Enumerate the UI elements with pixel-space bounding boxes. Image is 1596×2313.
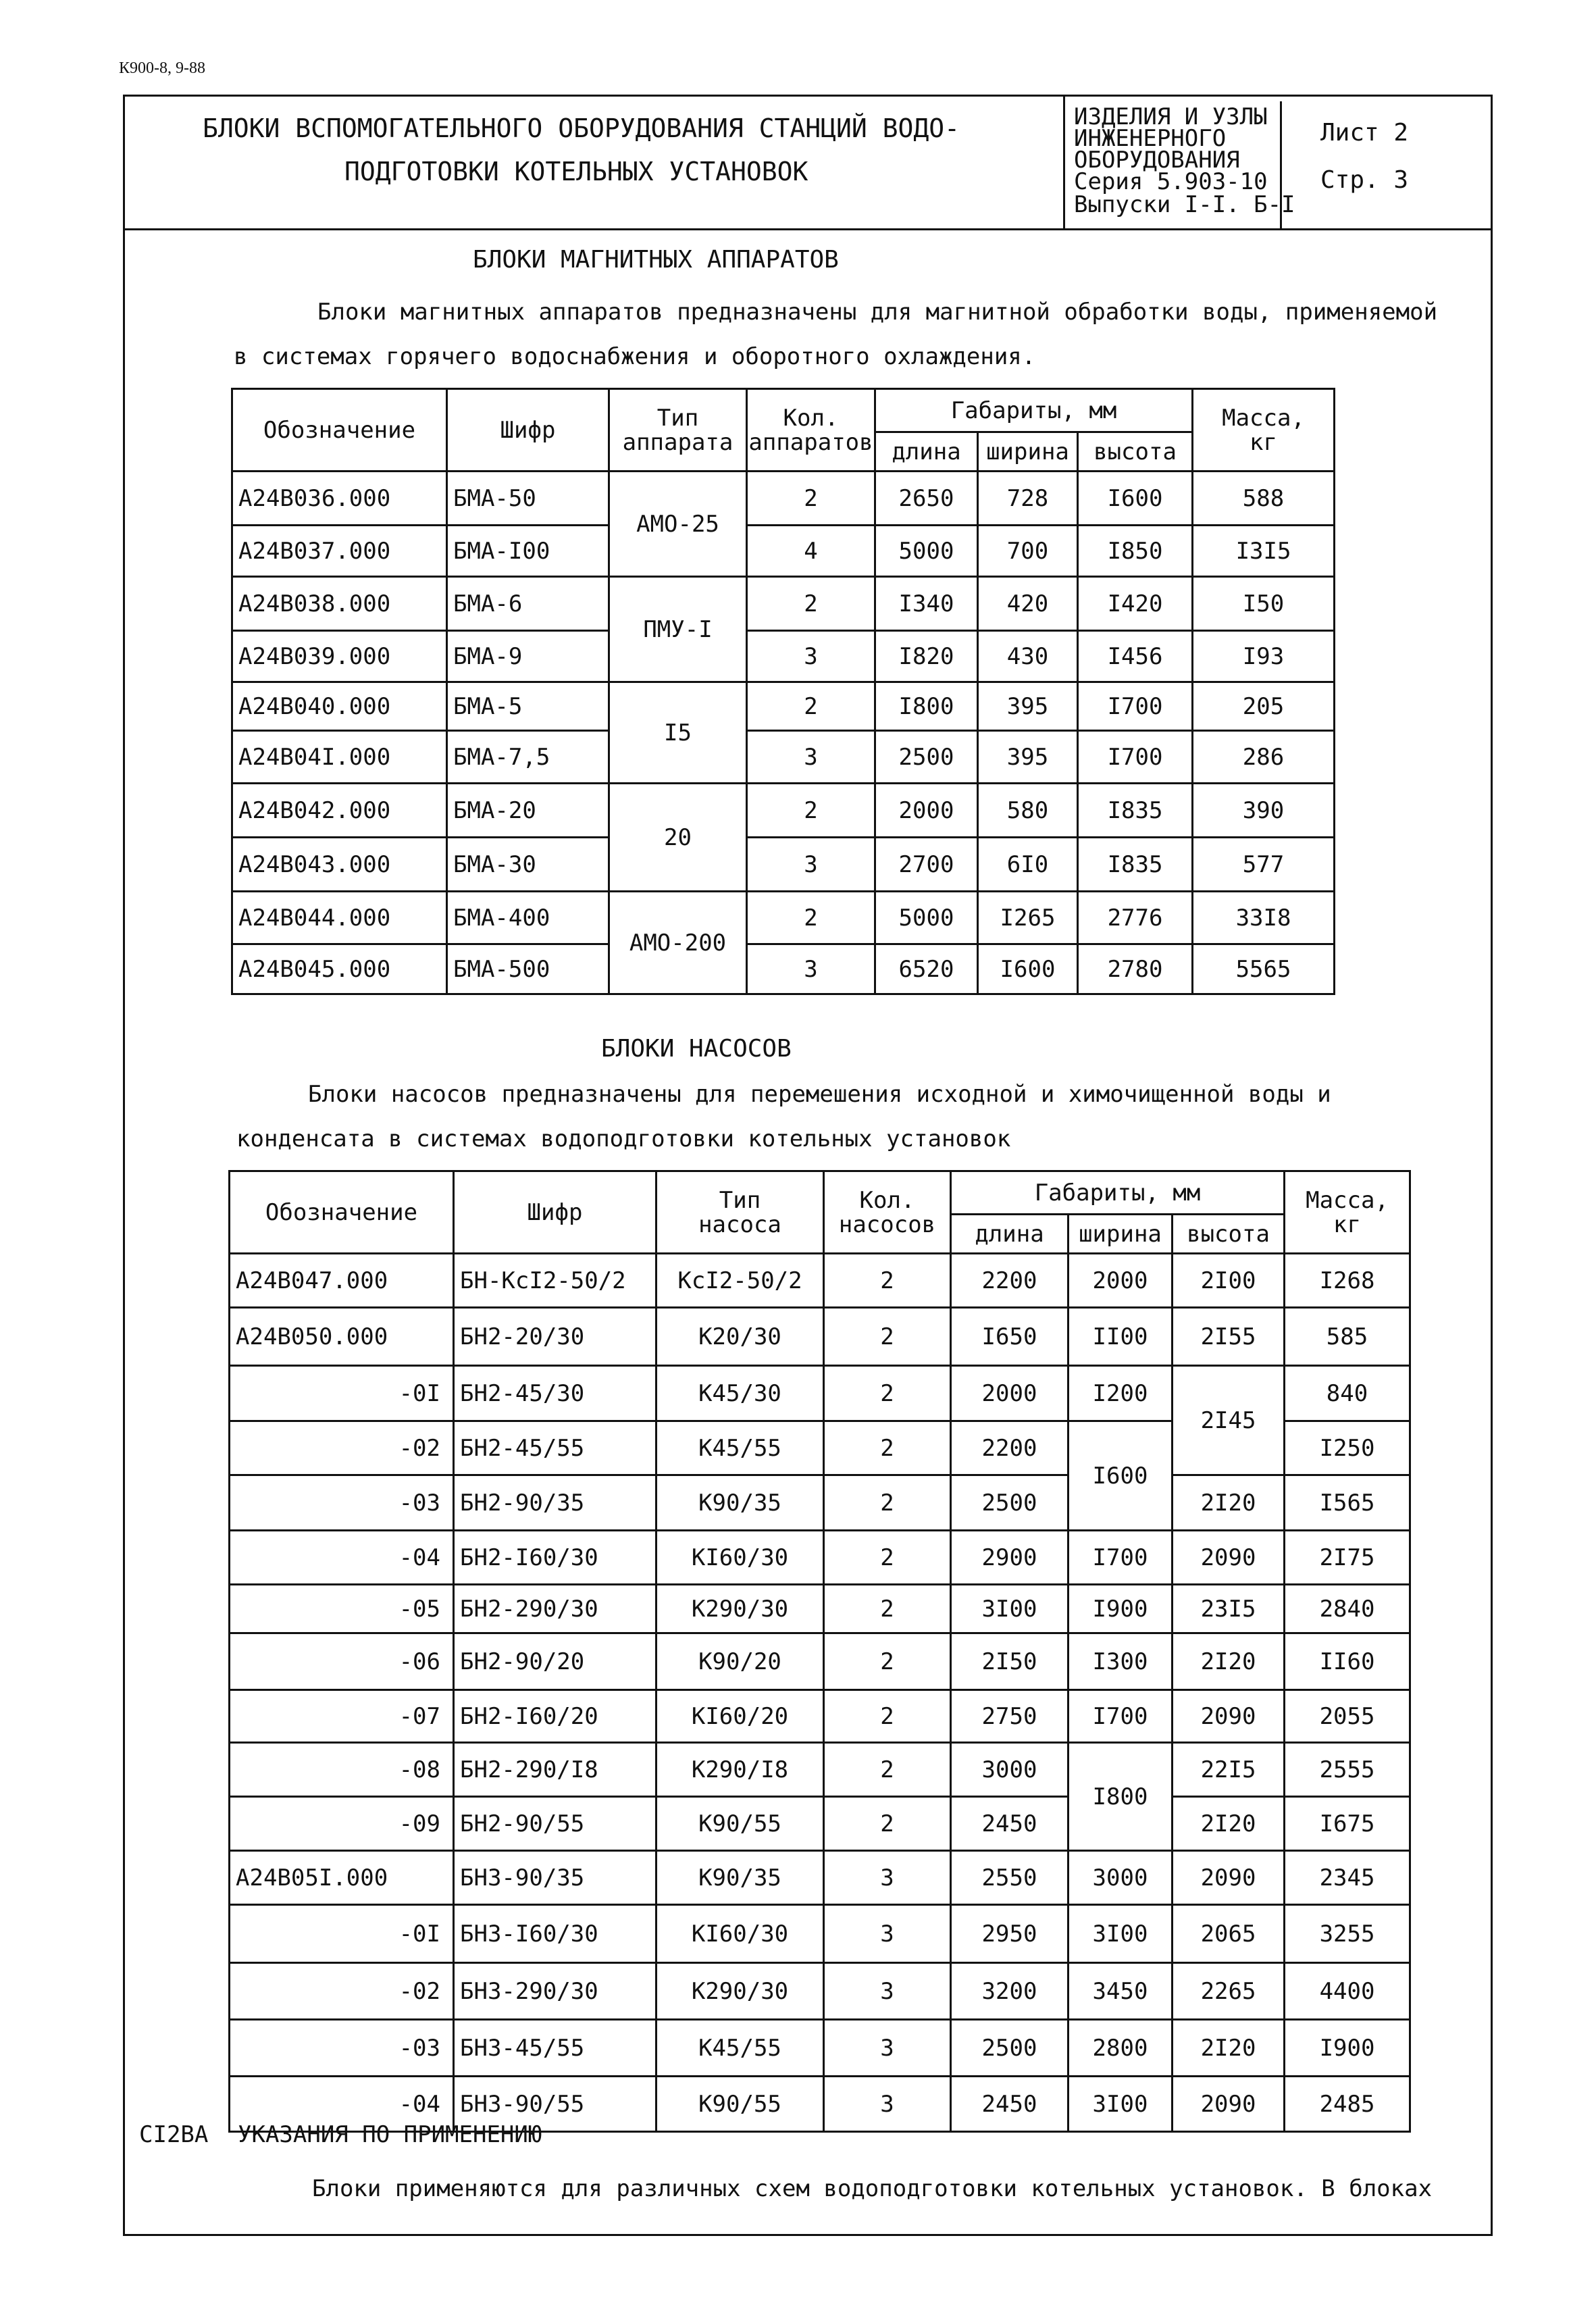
- pumps-cell-code: БН2-45/30: [454, 1366, 657, 1421]
- magnetic-header-count: [747, 389, 875, 472]
- magnetic-header-height: высота: [1078, 432, 1193, 472]
- magnetic-cell-length: 2650: [875, 472, 978, 526]
- pumps-cell-length: 3000: [951, 1743, 1069, 1797]
- pumps-row: [230, 1851, 1410, 1905]
- magnetic-cell-length: I800: [875, 682, 978, 731]
- magnetic-cell-width: I600: [978, 944, 1078, 994]
- magnetic-cell-length: 5000: [875, 526, 978, 577]
- pumps-cell-code: БН2-45/55: [454, 1421, 657, 1475]
- pumps-cell-width: 2000: [1069, 1254, 1173, 1308]
- pumps-cell-type: К45/30: [657, 1366, 824, 1421]
- pumps-cell-designation: -02: [230, 1421, 454, 1475]
- header-divider-v1: [1063, 95, 1065, 228]
- pumps-cell-mass: 2345: [1285, 1851, 1410, 1905]
- pumps-cell-count: 2: [824, 1475, 951, 1531]
- pumps-cell-width: I800: [1069, 1743, 1173, 1851]
- magnetic-row: [232, 731, 1335, 784]
- pumps-cell-designation: -03: [230, 1475, 454, 1531]
- magnetic-cell-count: 4: [747, 526, 875, 577]
- magnetic-header-count-l2: аппаратов: [748, 428, 873, 456]
- pumps-cell-count: 3: [824, 2077, 951, 2132]
- pumps-header-height: высота: [1173, 1215, 1285, 1254]
- magnetic-cell-code: БМА-6: [447, 577, 609, 631]
- magnetic-cell-length: 6520: [875, 944, 978, 994]
- pumps-cell-designation: -07: [230, 1690, 454, 1743]
- pumps-cell-length: 2950: [951, 1905, 1069, 1963]
- pumps-cell-code: БН2-90/20: [454, 1633, 657, 1690]
- pumps-row: [230, 1743, 1410, 1797]
- pumps-cell-length: 2550: [951, 1851, 1069, 1905]
- pumps-cell-mass: I565: [1285, 1475, 1410, 1531]
- pumps-cell-code: БН-КсI2-50/2: [454, 1254, 657, 1308]
- magnetic-cell-designation: А24В039.000: [232, 631, 447, 682]
- pumps-header-mass-l1: Масса,: [1306, 1186, 1389, 1214]
- pumps-header-count: [824, 1171, 951, 1254]
- pumps-cell-type: К90/55: [657, 2077, 824, 2132]
- pumps-cell-count: 2: [824, 1743, 951, 1797]
- magnetic-cell-height: I420: [1078, 577, 1193, 631]
- pumps-cell-width: I300: [1069, 1633, 1173, 1690]
- magnetic-cell-width: 395: [978, 682, 1078, 731]
- pumps-cell-mass: 2555: [1285, 1743, 1410, 1797]
- pumps-cell-length: I650: [951, 1308, 1069, 1366]
- magnetic-cell-length: 2500: [875, 731, 978, 784]
- magnetic-header-type: [609, 389, 747, 472]
- pumps-table: [228, 1170, 1411, 2133]
- footer-heading: УКАЗАНИЯ ПО ПРИМЕНЕНИЮ: [238, 2121, 542, 2148]
- magnetic-cell-height: 2776: [1078, 892, 1193, 944]
- magnetic-cell-height: I850: [1078, 526, 1193, 577]
- pumps-header-dims: Габариты, мм: [951, 1171, 1285, 1215]
- pumps-cell-count: 3: [824, 1963, 951, 2020]
- pumps-cell-height: 2265: [1173, 1963, 1285, 2020]
- magnetic-cell-mass: I50: [1193, 577, 1335, 631]
- pumps-cell-width: I700: [1069, 1690, 1173, 1743]
- magnetic-header-type-l1: Тип: [657, 404, 699, 432]
- pumps-header-designation: Обозначение: [230, 1171, 454, 1254]
- magnetic-cell-height: I835: [1078, 784, 1193, 838]
- magnetic-header-designation: Обозначение: [232, 389, 447, 472]
- pumps-heading: БЛОКИ НАСОСОВ: [601, 1035, 792, 1063]
- magnetic-header-type-l2: аппарата: [622, 428, 733, 456]
- pumps-cell-designation: -06: [230, 1633, 454, 1690]
- pumps-row: [230, 1690, 1410, 1743]
- pumps-cell-height: 23I5: [1173, 1585, 1285, 1633]
- pumps-header-type-l1: Тип: [719, 1186, 761, 1214]
- pumps-cell-mass: I250: [1285, 1421, 1410, 1475]
- pumps-cell-width: I600: [1069, 1421, 1173, 1531]
- magnetic-cell-count: 2: [747, 682, 875, 731]
- pumps-cell-count: 2: [824, 1531, 951, 1585]
- magnetic-cell-count: 2: [747, 577, 875, 631]
- magnetic-cell-mass: 286: [1193, 731, 1335, 784]
- pumps-cell-mass: I900: [1285, 2020, 1410, 2077]
- magnetic-cell-code: БМА-7,5: [447, 731, 609, 784]
- pumps-cell-type: К45/55: [657, 1421, 824, 1475]
- pumps-row: [230, 1905, 1410, 1963]
- pumps-row: [230, 1633, 1410, 1690]
- magnetic-cell-designation: А24В04I.000: [232, 731, 447, 784]
- pumps-cell-count: 2: [824, 1690, 951, 1743]
- pumps-header-type: [657, 1171, 824, 1254]
- magnetic-cell-code: БМА-30: [447, 838, 609, 892]
- series-line-4: Серия 5.903-10: [1074, 168, 1268, 195]
- magnetic-cell-length: 2700: [875, 838, 978, 892]
- pumps-cell-width: 2800: [1069, 2020, 1173, 2077]
- footer-mark: CI2BA: [139, 2121, 209, 2148]
- magnetic-cell-width: 420: [978, 577, 1078, 631]
- series-line-2: ИНЖЕНЕРНОГО: [1074, 125, 1227, 152]
- magnetic-cell-width: 430: [978, 631, 1078, 682]
- pumps-cell-designation: -09: [230, 1797, 454, 1851]
- pumps-cell-height: 2I20: [1173, 1475, 1285, 1531]
- magnetic-header-count-l1: Кол.: [783, 404, 839, 432]
- pumps-cell-mass: I268: [1285, 1254, 1410, 1308]
- header-divider: [123, 228, 1493, 230]
- pumps-cell-type: КI60/20: [657, 1690, 824, 1743]
- pumps-cell-width: 3450: [1069, 1963, 1173, 2020]
- pumps-cell-height: 2I55: [1173, 1308, 1285, 1366]
- pumps-cell-type: КсI2-50/2: [657, 1254, 824, 1308]
- pumps-cell-designation: -0I: [230, 1905, 454, 1963]
- magnetic-cell-designation: А24В044.000: [232, 892, 447, 944]
- magnetic-row: [232, 631, 1335, 682]
- pumps-cell-designation: -05: [230, 1585, 454, 1633]
- magnetic-cell-length: 5000: [875, 892, 978, 944]
- magnetic-header-dims: Габариты, мм: [875, 389, 1193, 432]
- pumps-cell-mass: I675: [1285, 1797, 1410, 1851]
- magnetic-row: [232, 892, 1335, 944]
- magnetic-para-line-2: в системах горячего водоснабжения и оборотного охлаждения.: [234, 343, 1036, 370]
- magnetic-cell-mass: 577: [1193, 838, 1335, 892]
- magnetic-cell-count: 2: [747, 784, 875, 838]
- magnetic-cell-type: ПМУ-I: [609, 577, 747, 682]
- pumps-cell-code: БН3-290/30: [454, 1963, 657, 2020]
- pumps-cell-count: 2: [824, 1308, 951, 1366]
- magnetic-row: [232, 944, 1335, 994]
- pumps-cell-length: 2200: [951, 1421, 1069, 1475]
- magnetic-header-length: длина: [875, 432, 978, 472]
- pumps-cell-height: 2090: [1173, 1531, 1285, 1585]
- magnetic-cell-mass: 588: [1193, 472, 1335, 526]
- pumps-para-line-2: конденсата в системах водоподготовки котельных установок: [236, 1125, 1011, 1152]
- magnetic-cell-type: АМО-200: [609, 892, 747, 994]
- pumps-cell-designation: -04: [230, 2077, 454, 2132]
- pumps-cell-length: 2I50: [951, 1633, 1069, 1690]
- magnetic-cell-width: 395: [978, 731, 1078, 784]
- pumps-cell-code: БН2-I60/30: [454, 1531, 657, 1585]
- pumps-cell-code: БН3-90/35: [454, 1851, 657, 1905]
- magnetic-row: [232, 682, 1335, 731]
- pumps-cell-type: К290/I8: [657, 1743, 824, 1797]
- pumps-cell-designation: -03: [230, 2020, 454, 2077]
- pumps-cell-type: К45/55: [657, 2020, 824, 2077]
- pumps-cell-length: 2450: [951, 1797, 1069, 1851]
- pumps-table-body: [230, 1254, 1410, 2132]
- pumps-header-mass: [1285, 1171, 1410, 1254]
- magnetic-cell-designation: А24В038.000: [232, 577, 447, 631]
- pumps-cell-mass: 2485: [1285, 2077, 1410, 2132]
- pumps-cell-type: КI60/30: [657, 1531, 824, 1585]
- pumps-header-length: длина: [951, 1215, 1069, 1254]
- magnetic-row: [232, 472, 1335, 526]
- pumps-cell-count: 2: [824, 1797, 951, 1851]
- pumps-cell-code: БН3-90/55: [454, 2077, 657, 2132]
- magnetic-header-mass-l1: Масса,: [1222, 404, 1305, 432]
- magnetic-row: [232, 784, 1335, 838]
- pumps-cell-designation: А24В050.000: [230, 1308, 454, 1366]
- magnetic-cell-height: 2780: [1078, 944, 1193, 994]
- pumps-row: [230, 1963, 1410, 2020]
- pumps-cell-length: 2500: [951, 1475, 1069, 1531]
- magnetic-cell-mass: 5565: [1193, 944, 1335, 994]
- pumps-row: [230, 1531, 1410, 1585]
- pumps-row: [230, 1366, 1410, 1421]
- pumps-cell-mass: 2I75: [1285, 1531, 1410, 1585]
- pumps-cell-code: БН2-290/30: [454, 1585, 657, 1633]
- pumps-cell-width: 3I00: [1069, 1905, 1173, 1963]
- pumps-cell-code: БН2-90/35: [454, 1475, 657, 1531]
- pumps-cell-width: 3000: [1069, 1851, 1173, 1905]
- magnetic-cell-length: I820: [875, 631, 978, 682]
- pumps-header-mass-l2: кг: [1333, 1211, 1361, 1238]
- magnetic-cell-width: 700: [978, 526, 1078, 577]
- pumps-cell-width: II00: [1069, 1308, 1173, 1366]
- pumps-cell-height: 2I20: [1173, 1633, 1285, 1690]
- magnetic-cell-code: БМА-9: [447, 631, 609, 682]
- pumps-cell-width: I700: [1069, 1531, 1173, 1585]
- title-line-1: БЛОКИ ВСПОМОГАТЕЛЬНОГО ОБОРУДОВАНИЯ СТАНЦИЙ ВОДО-: [203, 113, 960, 143]
- pumps-cell-length: 3I00: [951, 1585, 1069, 1633]
- series-line-1: ИЗДЕЛИЯ И УЗЛЫ: [1074, 103, 1268, 130]
- pumps-cell-length: 2750: [951, 1690, 1069, 1743]
- magnetic-cell-designation: А24В037.000: [232, 526, 447, 577]
- pumps-cell-designation: -04: [230, 1531, 454, 1585]
- magnetic-cell-count: 3: [747, 838, 875, 892]
- magnetic-cell-code: БМА-500: [447, 944, 609, 994]
- magnetic-cell-width: 580: [978, 784, 1078, 838]
- pumps-header-width: ширина: [1069, 1215, 1173, 1254]
- pumps-cell-height: 2I45: [1173, 1366, 1285, 1475]
- magnetic-cell-count: 3: [747, 631, 875, 682]
- pumps-cell-count: 3: [824, 1851, 951, 1905]
- magnetic-cell-designation: А24В045.000: [232, 944, 447, 994]
- magnetic-cell-mass: 205: [1193, 682, 1335, 731]
- magnetic-cell-code: БМА-5: [447, 682, 609, 731]
- magnetic-cell-count: 2: [747, 472, 875, 526]
- magnetic-cell-height: I835: [1078, 838, 1193, 892]
- pumps-cell-type: К20/30: [657, 1308, 824, 1366]
- pumps-cell-count: 2: [824, 1366, 951, 1421]
- magnetic-cell-type: I5: [609, 682, 747, 784]
- pumps-row: [230, 1797, 1410, 1851]
- pumps-header-count-l2: насосов: [838, 1211, 936, 1238]
- magnetic-cell-code: БМА-50: [447, 472, 609, 526]
- pumps-row: [230, 2020, 1410, 2077]
- sheet-number: Лист 2: [1320, 119, 1409, 147]
- pumps-cell-count: 3: [824, 2020, 951, 2077]
- pumps-cell-designation: -0I: [230, 1366, 454, 1421]
- magnetic-cell-code: БМА-I00: [447, 526, 609, 577]
- pumps-cell-designation: -02: [230, 1963, 454, 2020]
- pumps-cell-type: КI60/30: [657, 1905, 824, 1963]
- pumps-cell-count: 2: [824, 1585, 951, 1633]
- pumps-cell-length: 2000: [951, 1366, 1069, 1421]
- magnetic-cell-count: 3: [747, 731, 875, 784]
- pumps-cell-count: 3: [824, 1905, 951, 1963]
- magnetic-cell-height: I600: [1078, 472, 1193, 526]
- magnetic-cell-count: 2: [747, 892, 875, 944]
- pumps-row: [230, 1475, 1410, 1531]
- pumps-cell-count: 2: [824, 1633, 951, 1690]
- pumps-cell-designation: А24В047.000: [230, 1254, 454, 1308]
- magnetic-cell-mass: I93: [1193, 631, 1335, 682]
- magnetic-cell-length: I340: [875, 577, 978, 631]
- pumps-cell-count: 2: [824, 1421, 951, 1475]
- magnetic-cell-width: 728: [978, 472, 1078, 526]
- magnetic-cell-type: АМО-25: [609, 472, 747, 577]
- pumps-cell-length: 3200: [951, 1963, 1069, 2020]
- pumps-cell-height: 2090: [1173, 1690, 1285, 1743]
- magnetic-cell-type: 20: [609, 784, 747, 892]
- pumps-cell-mass: 4400: [1285, 1963, 1410, 2020]
- pumps-cell-code: БН2-20/30: [454, 1308, 657, 1366]
- magnetic-cell-code: БМА-400: [447, 892, 609, 944]
- pumps-cell-height: 2I00: [1173, 1254, 1285, 1308]
- magnetic-cell-code: БМА-20: [447, 784, 609, 838]
- pumps-cell-height: 2I20: [1173, 1797, 1285, 1851]
- magnetic-cell-height: I700: [1078, 682, 1193, 731]
- pumps-cell-length: 2450: [951, 2077, 1069, 2132]
- magnetic-cell-count: 3: [747, 944, 875, 994]
- pumps-cell-width: I200: [1069, 1366, 1173, 1421]
- pumps-cell-code: БН2-290/I8: [454, 1743, 657, 1797]
- pumps-cell-length: 2200: [951, 1254, 1069, 1308]
- pumps-header-count-l1: Кол.: [859, 1186, 915, 1214]
- pumps-cell-width: 3I00: [1069, 2077, 1173, 2132]
- page-number: Стр. 3: [1320, 166, 1409, 194]
- magnetic-cell-mass: I3I5: [1193, 526, 1335, 577]
- title-line-2: ПОДГОТОВКИ КОТЕЛЬНЫХ УСТАНОВОК: [344, 157, 808, 186]
- series-line-3: ОБОРУДОВАНИЯ: [1074, 147, 1240, 174]
- magnetic-table-body: [232, 472, 1335, 994]
- pumps-para-line-1: Блоки насосов предназначены для перемешения исходной и химочищенной воды и: [308, 1081, 1331, 1108]
- pumps-cell-count: 2: [824, 1254, 951, 1308]
- pumps-cell-height: 2I20: [1173, 2020, 1285, 2077]
- magnetic-para-line-1: Блоки магнитных аппаратов предназначены для магнитной обработки воды, применяемой: [317, 299, 1438, 326]
- pumps-cell-height: 2090: [1173, 1851, 1285, 1905]
- pumps-header-code: Шифр: [454, 1171, 657, 1254]
- magnetic-cell-width: 6I0: [978, 838, 1078, 892]
- pumps-cell-mass: II60: [1285, 1633, 1410, 1690]
- pumps-cell-mass: 840: [1285, 1366, 1410, 1421]
- pumps-cell-code: БН2-90/55: [454, 1797, 657, 1851]
- magnetic-row: [232, 526, 1335, 577]
- magnetic-cell-designation: А24В042.000: [232, 784, 447, 838]
- magnetic-row: [232, 838, 1335, 892]
- pumps-cell-height: 2065: [1173, 1905, 1285, 1963]
- magnetic-cell-designation: А24В036.000: [232, 472, 447, 526]
- pumps-cell-height: 22I5: [1173, 1743, 1285, 1797]
- pumps-cell-type: К90/35: [657, 1851, 824, 1905]
- pumps-row: [230, 1308, 1410, 1366]
- pumps-cell-designation: -08: [230, 1743, 454, 1797]
- magnetic-header-code: Шифр: [447, 389, 609, 472]
- pumps-cell-height: 2090: [1173, 2077, 1285, 2132]
- pumps-cell-code: БН3-45/55: [454, 2020, 657, 2077]
- magnetic-cell-mass: 33I8: [1193, 892, 1335, 944]
- magnetic-header-mass: [1193, 389, 1335, 472]
- pumps-row: [230, 1254, 1410, 1308]
- pumps-cell-length: 2900: [951, 1531, 1069, 1585]
- pumps-header-type-l2: насоса: [698, 1211, 781, 1238]
- pumps-cell-code: БН2-I60/20: [454, 1690, 657, 1743]
- magnetic-cell-designation: А24В043.000: [232, 838, 447, 892]
- magnetic-row: [232, 577, 1335, 631]
- pumps-cell-type: К90/55: [657, 1797, 824, 1851]
- pumps-cell-mass: 585: [1285, 1308, 1410, 1366]
- document-code: К900-8, 9-88: [119, 59, 205, 77]
- magnetic-cell-height: I700: [1078, 731, 1193, 784]
- magnetic-header-width: ширина: [978, 432, 1078, 472]
- magnetic-table: [231, 388, 1335, 995]
- magnetic-cell-width: I265: [978, 892, 1078, 944]
- pumps-cell-length: 2500: [951, 2020, 1069, 2077]
- pumps-cell-designation: А24В05I.000: [230, 1851, 454, 1905]
- magnetic-cell-length: 2000: [875, 784, 978, 838]
- pumps-cell-type: К290/30: [657, 1963, 824, 2020]
- magnetic-header-mass-l2: кг: [1250, 428, 1277, 456]
- footer-para: Блоки применяются для различных схем водоподготовки котельных установок. В блоках: [312, 2175, 1433, 2202]
- magnetic-heading: БЛОКИ МАГНИТНЫХ АППАРАТОВ: [473, 246, 839, 274]
- pumps-cell-mass: 3255: [1285, 1905, 1410, 1963]
- series-line-5: Выпуски I-I. Б-I: [1074, 191, 1295, 218]
- pumps-cell-type: К90/35: [657, 1475, 824, 1531]
- pumps-row: [230, 1585, 1410, 1633]
- pumps-cell-type: К90/20: [657, 1633, 824, 1690]
- pumps-cell-code: БН3-I60/30: [454, 1905, 657, 1963]
- magnetic-cell-mass: 390: [1193, 784, 1335, 838]
- magnetic-cell-designation: А24В040.000: [232, 682, 447, 731]
- pumps-cell-width: I900: [1069, 1585, 1173, 1633]
- pumps-cell-type: К290/30: [657, 1585, 824, 1633]
- pumps-cell-mass: 2055: [1285, 1690, 1410, 1743]
- pumps-cell-mass: 2840: [1285, 1585, 1410, 1633]
- magnetic-cell-height: I456: [1078, 631, 1193, 682]
